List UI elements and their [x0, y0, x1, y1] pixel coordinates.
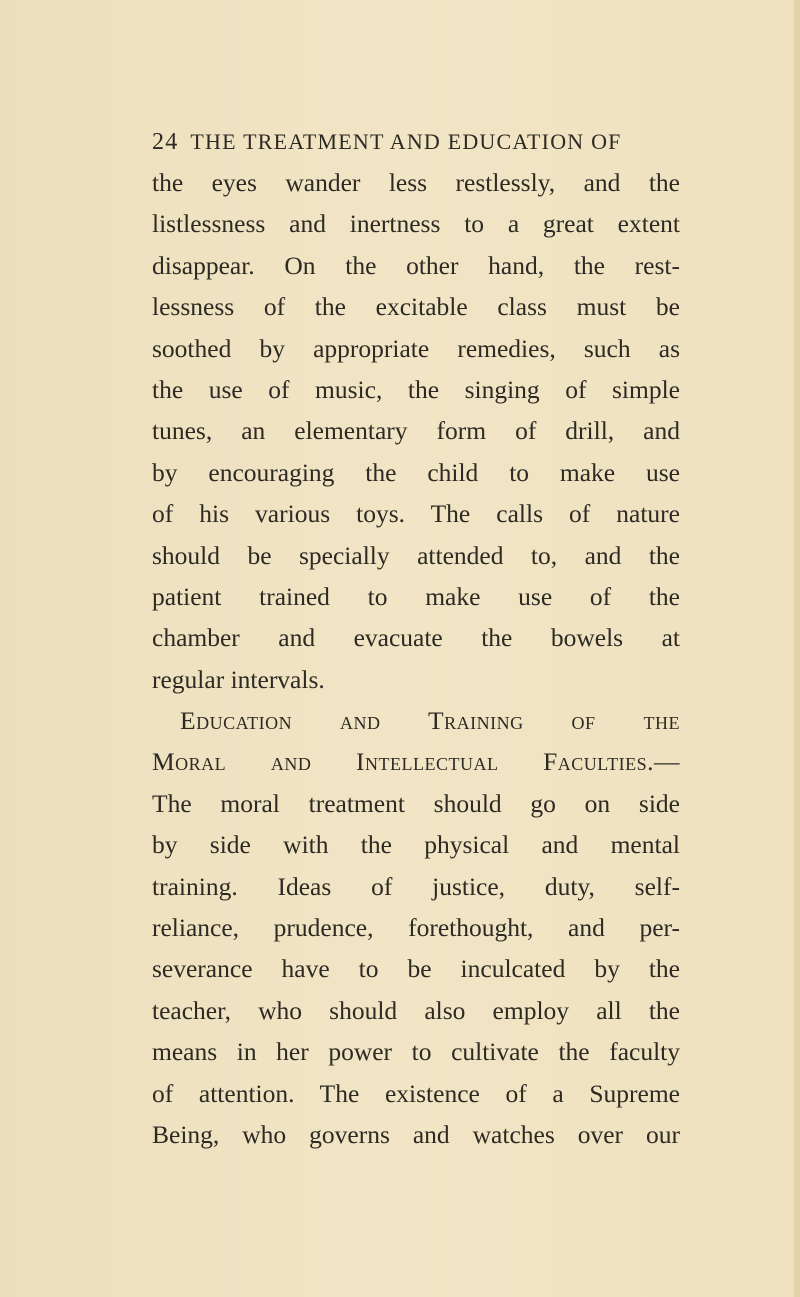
text-line: patient trained to make use of the: [152, 581, 680, 611]
text-line: chamber and evacuate the bowels at: [152, 623, 680, 653]
text-line: lessness of the excitable class must be: [152, 292, 680, 322]
text-line: severance have to be inculcated by the: [152, 954, 680, 984]
running-header: [152, 129, 672, 156]
text-line: training. Ideas of justice, duty, self-: [152, 871, 680, 901]
text-line: by side with the physical and mental: [152, 830, 680, 860]
text-line: by encouraging the child to make use: [152, 457, 680, 487]
text-line: disappear. On the other hand, the rest-: [152, 250, 680, 280]
text-line: of his various toys. The calls of nature: [152, 499, 680, 529]
text-line: soothed by appropriate remedies, such as: [152, 333, 680, 363]
text-line: listlessness and inertness to a great extent: [152, 209, 680, 239]
body-text: [152, 162, 680, 1155]
text-line: means in her power to cultivate the faculty: [152, 1037, 680, 1067]
text-line: of attention. The existence of a Supreme: [152, 1078, 680, 1108]
text-line: Being, who governs and watches over our: [152, 1119, 680, 1149]
section-heading: Education and Training of the: [180, 706, 680, 736]
running-title: THE TREATMENT AND EDUCATION OF: [190, 129, 622, 154]
text-line: should be specially attended to, and the: [152, 540, 680, 570]
text-line: tunes, an elementary form of drill, and: [152, 416, 680, 446]
text-line: regular intervals.: [152, 664, 325, 694]
page-edge-shadow: [794, 0, 800, 1297]
text-line: teacher, who should also employ all the: [152, 995, 680, 1025]
text-line: The moral treatment should go on side: [152, 788, 680, 818]
text-line: reliance, prudence, forethought, and per-: [152, 913, 680, 943]
text-line: the use of music, the singing of simple: [152, 374, 680, 404]
page-number: 24: [152, 129, 179, 155]
text-line: the eyes wander less restlessly, and the: [152, 168, 680, 197]
section-heading-continued: Moral and Intellectual Faculties.—: [152, 747, 680, 777]
